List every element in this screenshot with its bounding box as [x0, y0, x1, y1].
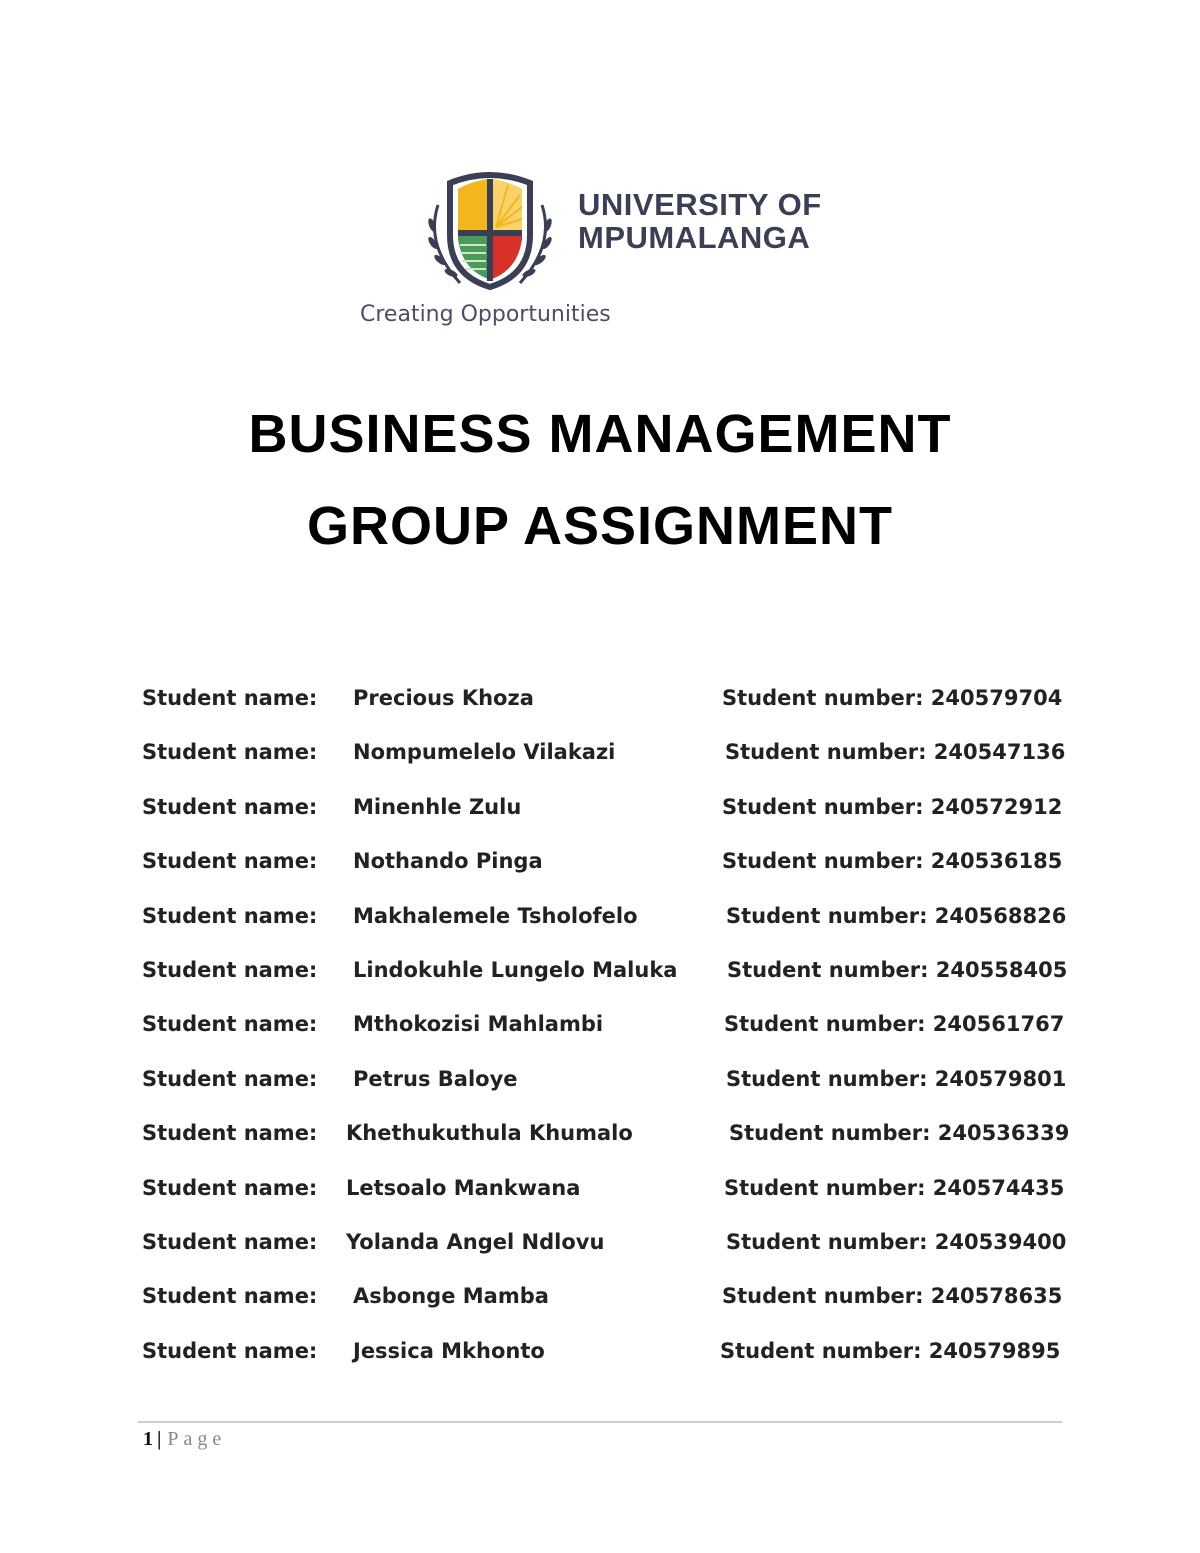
student-name: Lindokuhle Lungelo Maluka — [353, 958, 678, 982]
student-number: Student number: 240572912 — [722, 794, 1063, 819]
student-row — [0, 1012, 1200, 1052]
student-name-label: Student name: — [142, 1066, 318, 1091]
student-number: Student number: 240574435 — [724, 1175, 1065, 1200]
page-footer — [143, 1428, 226, 1451]
student-name: Makhalemele Tsholofelo — [353, 903, 638, 928]
student-row — [0, 1284, 1200, 1324]
student-row — [0, 1176, 1200, 1216]
university-logo — [355, 160, 855, 340]
student-number: Student number: 240579801 — [726, 1066, 1067, 1091]
student-name-label: Student name: — [142, 958, 318, 982]
student-row — [0, 795, 1200, 835]
student-number: Student number: 240568826 — [726, 903, 1067, 928]
student-row — [0, 1339, 1200, 1379]
student-name-label: Student name: — [142, 794, 318, 819]
student-name: Letsoalo Mankwana — [346, 1175, 581, 1200]
university-crest-icon — [420, 165, 560, 300]
student-name: Precious Khoza — [353, 686, 534, 710]
university-name-line1: UNIVERSITY OF — [578, 187, 822, 222]
page-number: 1 — [143, 1428, 153, 1450]
student-name-label: Student name: — [142, 1338, 318, 1363]
student-name: Jessica Mkhonto — [353, 1338, 545, 1363]
student-name-label: Student name: — [142, 1284, 318, 1309]
university-tagline: Creating Opportunities — [360, 302, 611, 327]
student-name: Mthokozisi Mahlambi — [353, 1012, 604, 1037]
student-name-label: Student name: — [142, 1012, 318, 1037]
student-row — [0, 686, 1200, 726]
student-name: Khethukuthula Khumalo — [346, 1121, 633, 1146]
student-number: Student number: 240536185 — [722, 849, 1063, 874]
student-row — [0, 1121, 1200, 1161]
student-number: Student number: 240558405 — [727, 958, 1068, 982]
student-row — [0, 740, 1200, 780]
student-number: Student number: 240579704 — [722, 686, 1063, 710]
student-name-label: Student name: — [142, 849, 318, 874]
student-name-label: Student name: — [142, 1121, 318, 1146]
student-name: Minenhle Zulu — [353, 794, 522, 819]
student-row — [0, 1067, 1200, 1107]
student-name: Nompumelelo Vilakazi — [353, 740, 616, 765]
title-line2: GROUP ASSIGNMENT — [306, 496, 894, 556]
student-number: Student number: 240561767 — [724, 1012, 1065, 1037]
student-name-label: Student name: — [142, 686, 318, 710]
student-row — [0, 849, 1200, 889]
student-name: Asbonge Mamba — [353, 1284, 549, 1309]
student-number: Student number: 240536339 — [729, 1121, 1070, 1146]
student-row — [0, 958, 1200, 998]
student-name-label: Student name: — [142, 1175, 318, 1200]
page-label: Page — [167, 1428, 227, 1450]
student-name-label: Student name: — [142, 1230, 318, 1254]
student-row — [0, 1230, 1200, 1270]
university-name — [578, 188, 822, 254]
footer-separator: | — [157, 1428, 162, 1450]
title-line1: BUSINESS MANAGEMENT — [248, 404, 952, 464]
student-name: Nothando Pinga — [353, 849, 543, 874]
student-name: Yolanda Angel Ndlovu — [346, 1230, 605, 1254]
university-name-line2: MPUMALANGA — [578, 220, 811, 255]
document-title — [0, 388, 1200, 572]
student-name: Petrus Baloye — [353, 1066, 518, 1091]
student-number: Student number: 240539400 — [726, 1230, 1067, 1254]
student-name-label: Student name: — [142, 903, 318, 928]
student-number: Student number: 240578635 — [722, 1284, 1063, 1309]
footer-divider — [138, 1421, 1062, 1423]
student-name-label: Student name: — [142, 740, 318, 765]
student-row — [0, 904, 1200, 944]
student-number: Student number: 240547136 — [725, 740, 1066, 765]
student-number: Student number: 240579895 — [720, 1338, 1061, 1363]
